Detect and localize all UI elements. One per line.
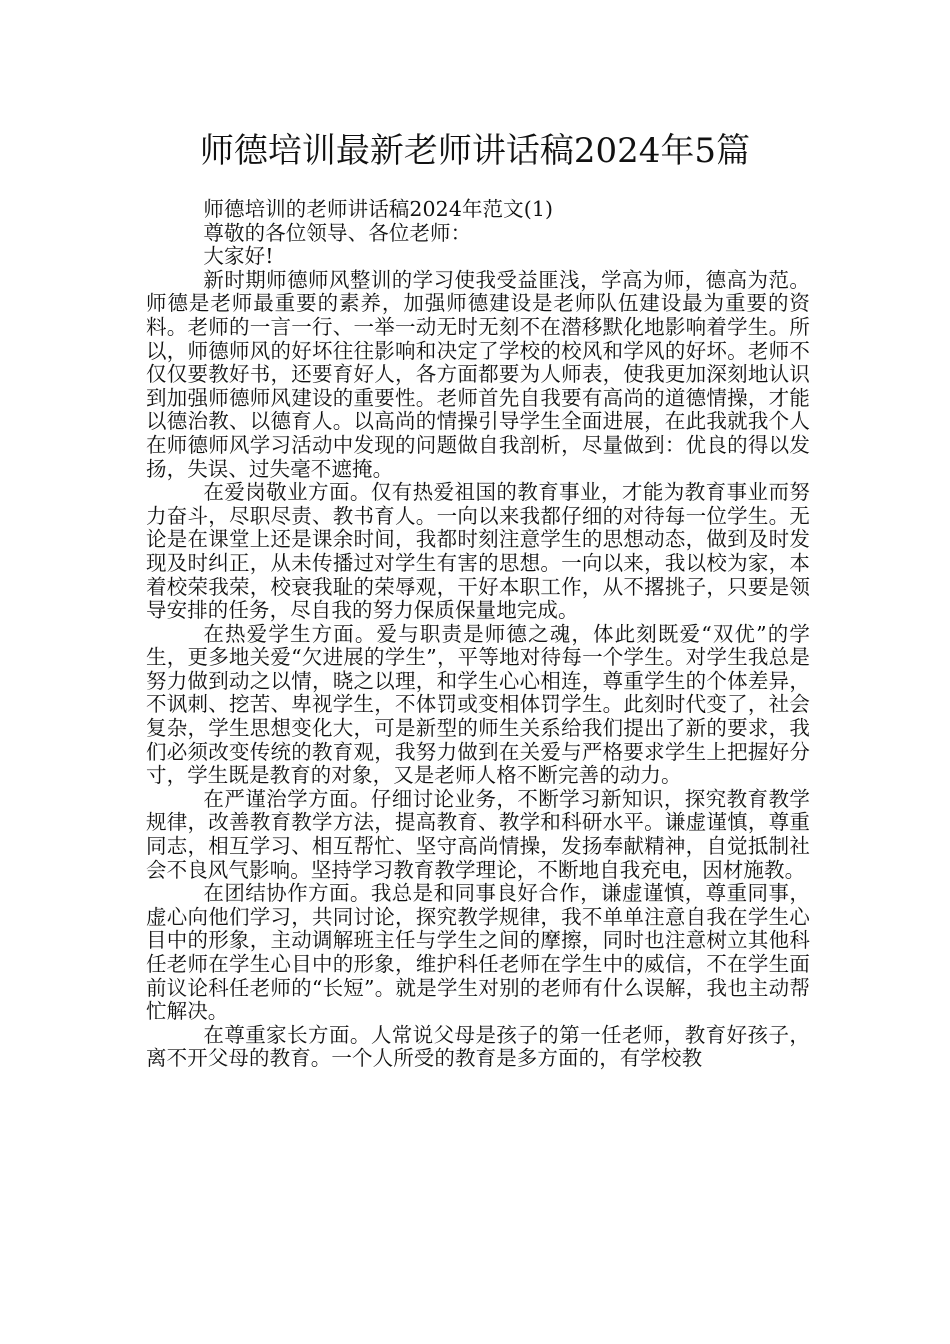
paragraph-dedication: 在爱岗敬业方面。仅有热爱祖国的教育事业，才能为教育事业而努力奋斗，尽职尽责、教书育人。一向以来我都仔细的对待每一位学生。无论是在课堂上还是课余时间，我都时刻注意学生的思想动态，做到及时发现及时纠正，从未传播过对学生有害的思想。一向以来，我以校为家，本着校荣我荣，校衰我耻的荣辱观，干好本职工作，从不撂挑子，只要是领导安排的任务，尽自我的努力保质保量地完成。 xyxy=(146,480,810,623)
paragraph-caring-students: 在热爱学生方面。爱与职责是师德之魂，体此刻既爱“双优”的学生，更多地关爱“欠进展的学生”，平等地对待每一个学生。对学生我总是努力做到动之以情，晓之以理，和学生心心相连，尊重学生的个体差异，不讽刺、挖苦、卑视学生，不体罚或变相体罚学生。此刻时代变了，社会复杂，学生思想变化大，可是新型的师生关系给我们提出了新的要求，我们必须改变传统的教育观，我努力做到在关爱与严格要求学生上把握好分寸，学生既是教育的对象，又是老师人格不断完善的动力。 xyxy=(146,621,810,788)
salutation: 尊敬的各位领导、各位老师： xyxy=(203,220,472,245)
paragraph-intro: 新时期师德师风整训的学习使我受益匪浅，学高为师，德高为范。师德是老师最重要的素养，加强师德建设是老师队伍建设最为重要的资料。老师的一言一行、一举一动无时无刻不在潜移默化地影响着学生。所以，师德师风的好坏往往影响和决定了学校的校风和学风的好坏。老师不仅仅要教好书，还要育好人，各方面都要为人师表，使我更加深刻地认识到加强师德师风建设的重要性。老师首先自我要有高尚的道德情操，才能以德治教、以德育人。以高尚的情操引导学生全面进展，在此我就我个人在师德师风学习活动中发现的问题做自我剖析，尽量做到：优良的得以发扬，失误、过失毫不遮掩。 xyxy=(146,267,810,481)
paragraph-respect-parents: 在尊重家长方面。人常说父母是孩子的第一任老师，教育好孩子，离不开父母的教育。一个人所受的教育是多方面的，有学校教 xyxy=(146,1022,810,1071)
paragraph-rigorous-study: 在严谨治学方面。仔细讨论业务，不断学习新知识，探究教育教学规律，改善教育教学方法，提高教育、教学和科研水平。谦虚谨慎，尊重同志，相互学习、相互帮忙、坚守高尚情操，发扬奉献精神，自觉抵制社会不良风气影响。坚持学习教育教学理论，不断地自我充电，因材施教。 xyxy=(146,786,810,882)
document-body xyxy=(146,198,810,1071)
paragraph-teamwork: 在团结协作方面。我总是和同事良好合作，谦虚谨慎，尊重同事，虚心向他们学习，共同讨论，探究教学规律，我不单单注意自我在学生心目中的形象，主动调解班主任与学生之间的摩擦，同时也注意树立其他科任老师在学生心目中的形象，维护科任老师在学生中的威信，不在学生面前议论科任老师的“长短”。就是学生对别的老师有什么误解，我也主动帮忙解决。 xyxy=(146,881,810,1024)
document-subtitle: 师德培训的老师讲话稿2024年范文(1) xyxy=(203,197,554,221)
document-title: 师德培训最新老师讲话稿2024年5篇 xyxy=(199,131,751,171)
greeting: 大家好! xyxy=(203,244,274,269)
